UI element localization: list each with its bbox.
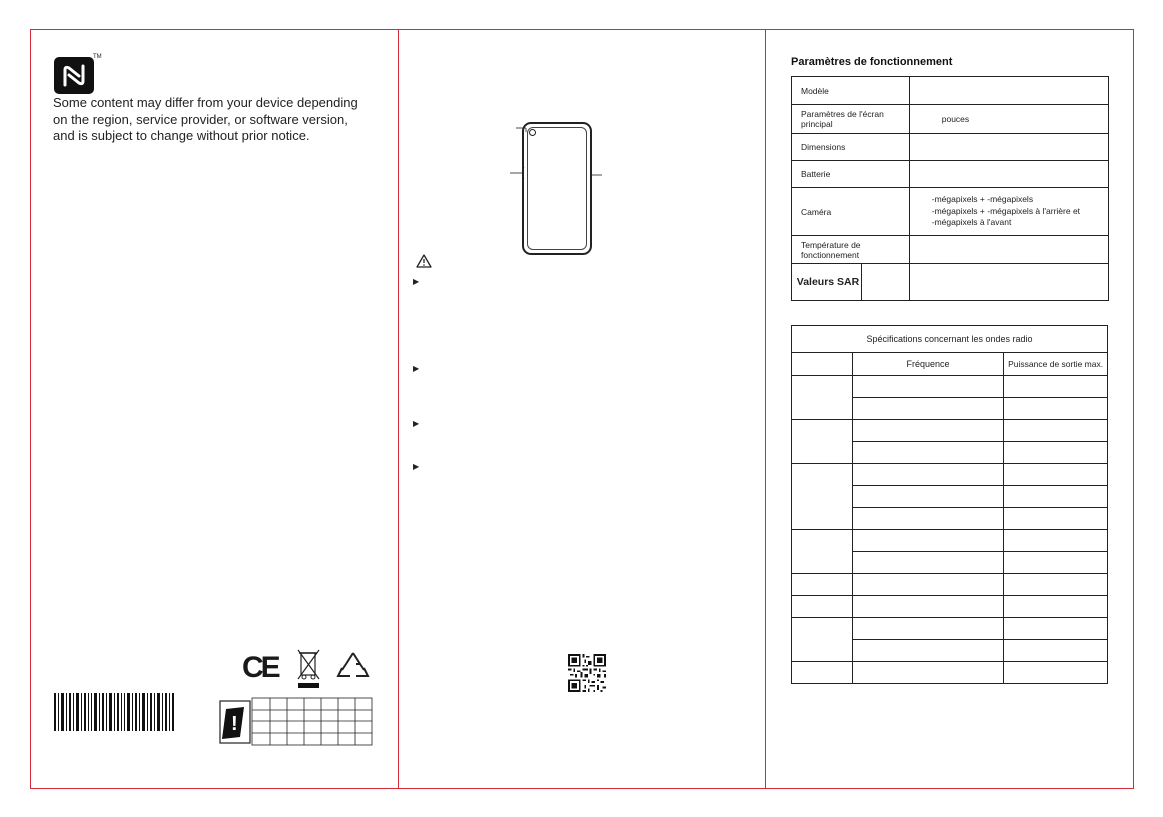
table-row: [792, 618, 1108, 640]
radio-header-row: [792, 353, 1108, 376]
qr-code: [568, 654, 606, 692]
spec-label: Paramètres de l'écran principal: [792, 105, 910, 134]
table-row: [792, 530, 1108, 552]
hazardous-substance-table: [218, 697, 374, 752]
specs-title: Paramètres de fonctionnement: [791, 56, 953, 68]
content-notice: Some content may differ from your device depending on the region, service provider, or software version, and is subject to change without prior notice.: [53, 95, 358, 143]
camera-line: -mégapixels + -mégapixels à l'arrière et: [931, 205, 1081, 216]
table-row: [792, 420, 1108, 442]
recycle-icon: [336, 650, 370, 682]
nfc-logo: [54, 57, 94, 94]
table-row: [792, 574, 1108, 596]
spec-row-battery: [792, 161, 1109, 188]
sar-label: Valeurs SAR: [792, 264, 862, 300]
spec-label: Batterie: [792, 161, 910, 188]
radio-title-row: [792, 326, 1108, 353]
trademark-symbol: TM: [93, 54, 102, 60]
barcode: [54, 693, 174, 731]
radio-title: Spécifications concernant les ondes radio: [792, 326, 1108, 353]
spec-label: Dimensions: [792, 134, 910, 161]
panel-divider-right: [765, 29, 766, 789]
table-row: [792, 596, 1108, 618]
radio-spec-table: [791, 325, 1108, 684]
spec-label: Température de fonctionnement: [792, 236, 910, 264]
panel-divider-left: [398, 29, 399, 789]
spec-row-model: [792, 77, 1109, 105]
table-row: [792, 376, 1108, 398]
spec-row-screen: [792, 105, 1109, 134]
spec-row-dimensions: [792, 134, 1109, 161]
spec-label: Modèle: [792, 77, 910, 105]
bullet-marker-icon: ▶: [413, 364, 420, 373]
camera-line: -mégapixels + -mégapixels: [931, 194, 1034, 205]
warning-icon: [416, 254, 432, 268]
camera-line: -mégapixels à l'avant: [931, 217, 1012, 228]
power-header: Puissance de sortie max.: [1004, 353, 1108, 376]
ce-mark-icon: CE: [242, 651, 278, 684]
table-row: [792, 662, 1108, 684]
specs-table: [791, 76, 1109, 301]
svg-text:!: !: [231, 713, 238, 735]
table-row: [792, 464, 1108, 486]
spec-row-sar: [792, 264, 1109, 301]
bullet-marker-icon: ▶: [413, 419, 420, 428]
spec-label: Caméra: [792, 188, 910, 236]
spec-row-camera: [792, 188, 1109, 236]
spec-row-temperature: [792, 236, 1109, 264]
spec-value: [909, 188, 1108, 236]
phone-callout-lines: [510, 125, 610, 185]
spec-value: pouces: [909, 105, 1108, 134]
bullet-marker-icon: ▶: [413, 462, 420, 471]
bullet-marker-icon: ▶: [413, 277, 420, 286]
weee-bin-icon: [296, 648, 322, 690]
frequency-header: Fréquence: [852, 353, 1004, 376]
